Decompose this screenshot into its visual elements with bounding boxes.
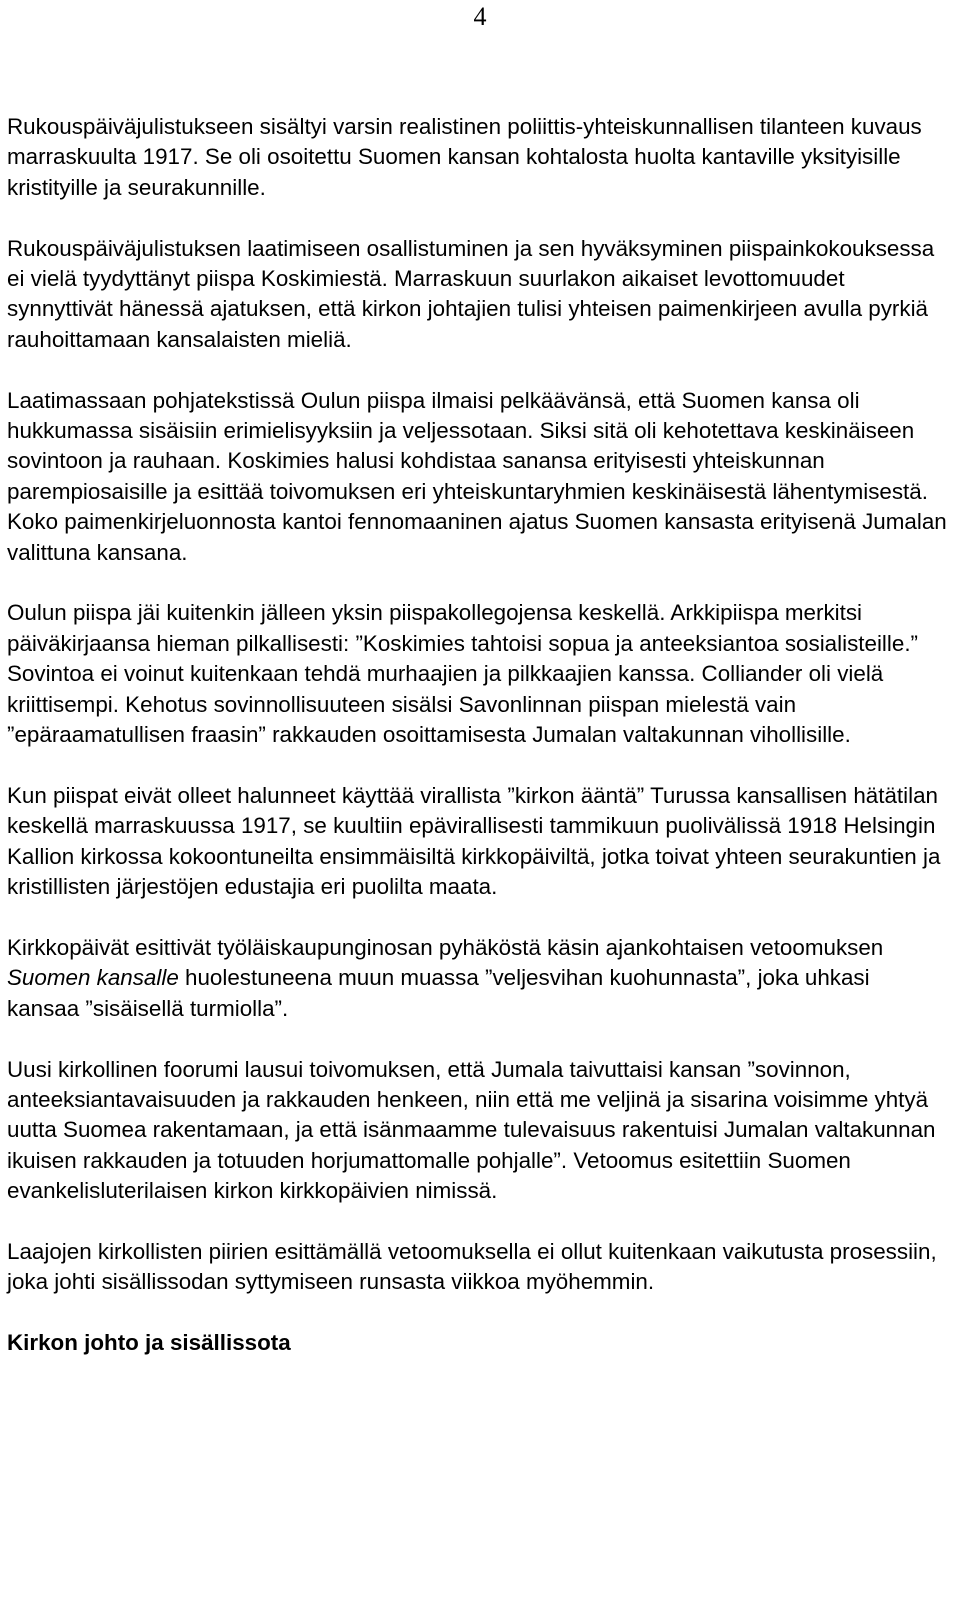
body-text: [7, 112, 947, 1359]
paragraph-6-italic-title: Suomen kansalle: [7, 965, 179, 991]
paragraph-3: Laatimassaan pohjatekstissä Oulun piispa ilmaisi pelkäävänsä, että Suomen kansa oli hukkumassa sisäisiin erimielisyyksiin ja veljessotaan. Siksi sitä oli kehotettava keskinäiseen sovintoon ja rauhaan. Koskimies halusi kohdistaa sanansa erityisesti yhteiskunnan parempiosaisille ja esittää toivomuksen eri yhteiskuntaryhmien keskinäisestä lähentymisestä. Koko paimenkirjeluonnosta kantoi fennomaaninen ajatus Suomen kansasta erityisenä Jumalan valittuna kansana.: [7, 387, 947, 565]
paragraph-1: Rukouspäiväjulistukseen sisältyi varsin realistinen poliittis-yhteiskunnallisen tilanteen kuvaus marraskuulta 1917. Se oli osoitettu Suomen kansan kohtalosta huolta kantaville yksityisille kristityille ja seurakunnille.: [7, 114, 922, 200]
paragraph-5: Kun piispat eivät olleet halunneet käyttää virallista ”kirkon ääntä” Turussa kansallisen hätätilan keskellä marraskuussa 1917, se kuultiin epävirallisesti tammikuun puolivälissä 1918 Helsingin Kallion kirkossa kokoontuneilta ensimmäisiltä kirkkopäiviltä, jotka toivat yhteen seurakuntien ja kristillisten järjestöjen edustajia eri puolilta maata.: [7, 782, 941, 900]
paragraph-4: Oulun piispa jäi kuitenkin jälleen yksin piispakollegojensa keskellä. Arkkipiispa merkitsi päiväkirjaansa hieman pilkallisesti: ”Koskimies tahtoisi sopua ja anteeksiantoa sosialisteille.” Sovintoa ei voinut kuitenkaan tehdä murhaajien ja pilkkaajien kanssa. Colliander oli vielä kriittisempi. Kehotus sovinnollisuuteen sisälsi Savonlinnan piispan mielestä vain ”epäraamatullisen fraasin” rakkauden osoittamisesta Jumalan valtakunnan vihollisille.: [7, 600, 918, 748]
paragraph-7: Uusi kirkollinen foorumi lausui toivomuksen, että Jumala taivuttaisi kansan ”sovinnon, anteeksiantavaisuuden ja rakkauden henkeen, niin että me veljinä ja sisarina voisimme yhtyä uutta Suomea rakentamaan, ja että isänmaamme tulevaisuus rakentuisi Jumalan valtakunnan ikuisen rakkauden ja totuuden horjumattomalle pohjalle”. Vetoomus esitettiin Suomen evankelisluterilaisen kirkon kirkkopäivien nimissä.: [7, 1056, 936, 1204]
paragraph-8: Laajojen kirkollisten piirien esittämällä vetoomuksella ei ollut kuitenkaan vaikutusta prosessiin, joka johti sisällissodan syttymiseen runsasta viikkoa myöhemmin.: [7, 1238, 937, 1295]
section-heading: Kirkon johto ja sisällissota: [7, 1330, 291, 1356]
paragraph-6: [7, 933, 947, 1024]
paragraph-2: Rukouspäiväjulistuksen laatimiseen osallistuminen ja sen hyväksyminen piispainkokouksessa ei vielä tyydyttänyt piispa Koskimiestä. Marraskuun suurlakon aikaiset levottomuudet synnyttivät hänessä ajatuksen, että kirkon johtajien tulisi yhteisen paimenkirjeen avulla pyrkiä rauhoittamaan kansalaisten mieliä.: [7, 235, 935, 352]
paragraph-6-after: huolestuneena muun muassa ”veljesvihan kuohunnasta”, joka uhkasi kansaa ”sisäisellä turmiolla”.: [7, 965, 870, 1021]
page-number: 4: [473, 2, 487, 31]
paragraph-6-before: Kirkkopäivät esittivät työläiskaupunginosan pyhäköstä käsin ajankohtaisen vetoomuksen: [7, 934, 884, 960]
